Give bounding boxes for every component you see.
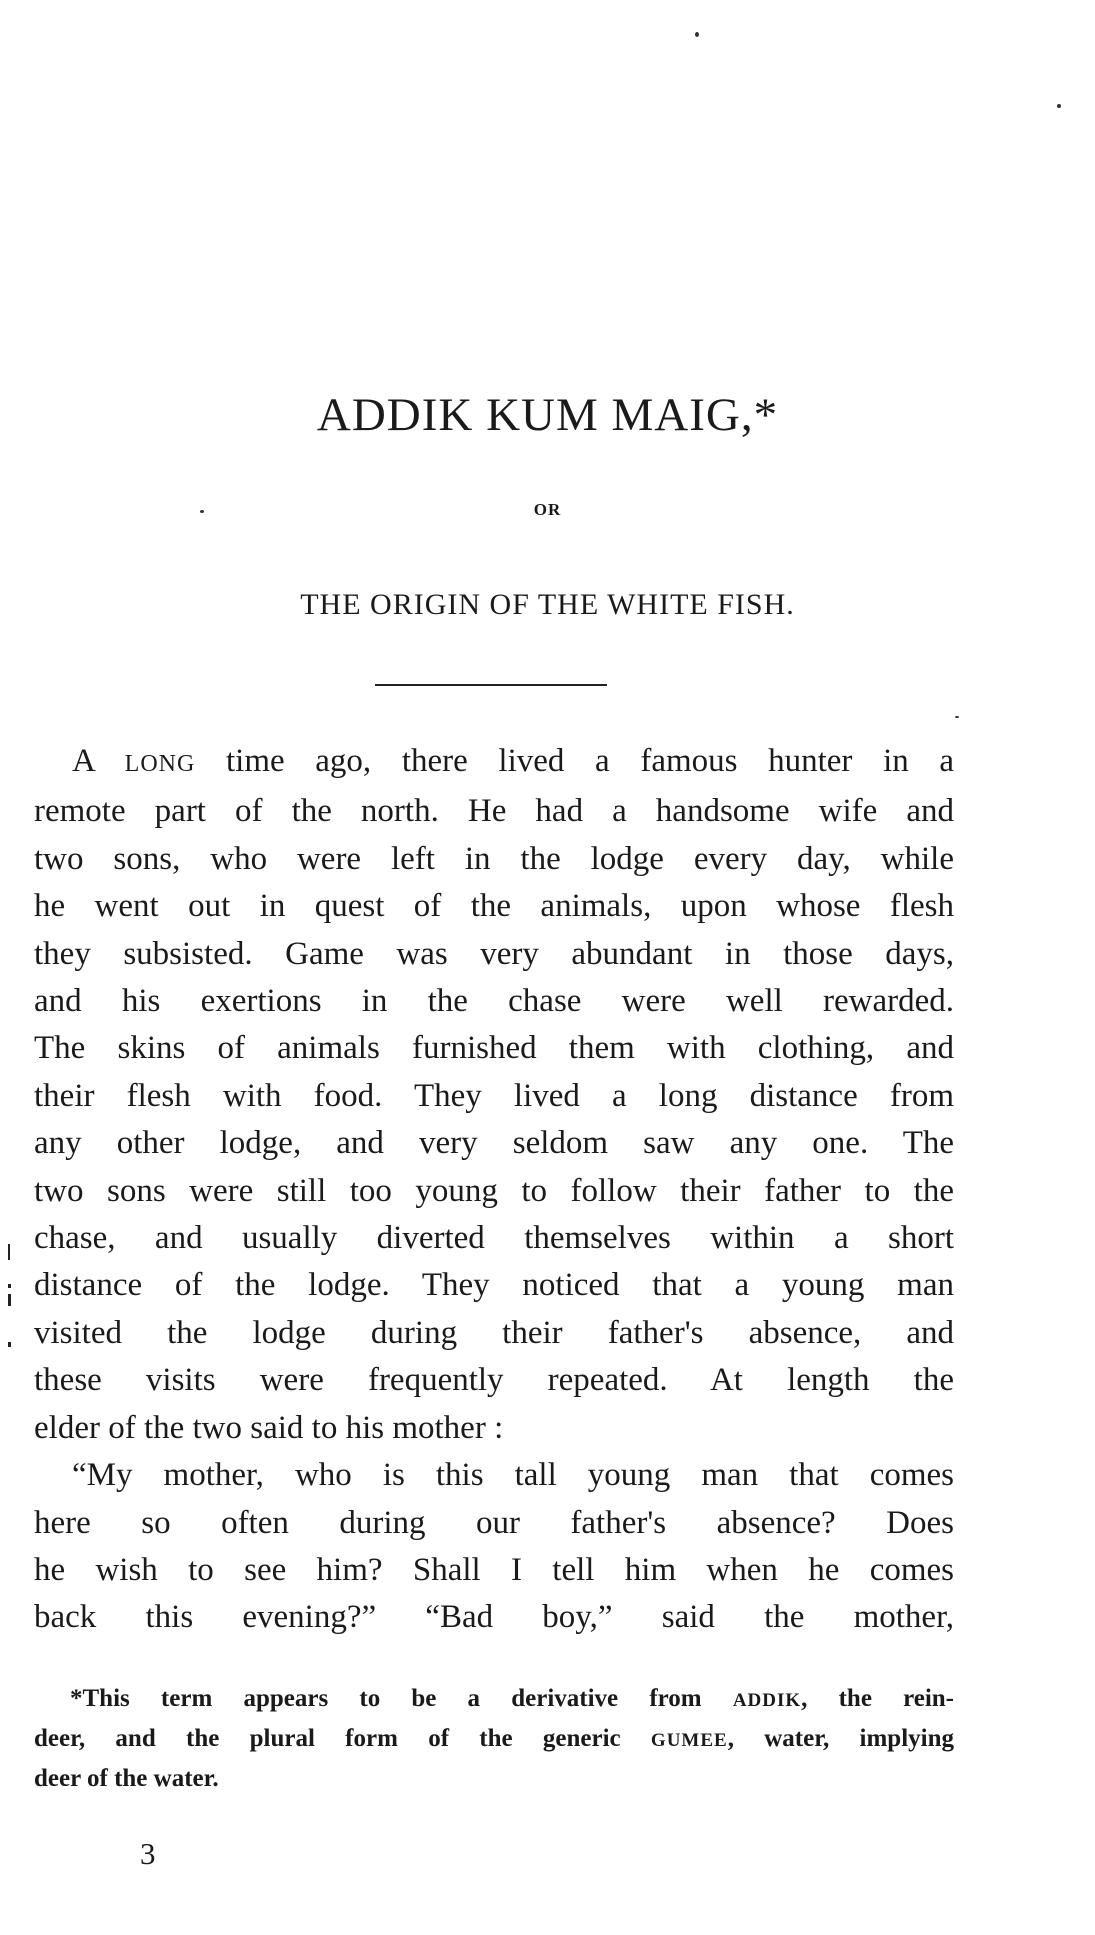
body-line: he went out in quest of the animals, upon whose flesh [34, 888, 954, 925]
body-line: here so often during our father's absence? Does [34, 1504, 954, 1541]
story-subtitle: THE ORIGIN OF THE WHITE FISH. [300, 588, 795, 621]
title-divider [375, 684, 607, 686]
footnote-line: deer of the water. [34, 1765, 219, 1792]
margin-mark [8, 1294, 11, 1306]
body-line: their flesh with food. They lived a long distance from [34, 1077, 954, 1114]
story-body [34, 738, 954, 1642]
body-line: two sons were still too young to follow their father to the [34, 1172, 954, 1209]
footnote-line: deer, and the plural form of the generic GUMEE, water, implying [34, 1725, 955, 1752]
title-connector: OR [533, 500, 562, 519]
body-line: remote part of the north. He had a handsome wife and [34, 793, 954, 830]
smallcaps-word: ADDIK [732, 1690, 802, 1711]
body-line: they subsisted. Game was very abundant in those days, [34, 935, 954, 972]
body-line: The skins of animals furnished them with clothing, and [34, 1030, 954, 1067]
body-line: visited the lodge during their father's absence, and [34, 1314, 954, 1351]
scan-speck [1057, 104, 1061, 108]
body-line: he wish to see him? Shall I tell him when he comes [34, 1551, 954, 1588]
smallcaps-word: LONG [124, 751, 196, 777]
body-line: distance of the lodge. They noticed that a young man [34, 1267, 954, 1304]
body-line: any other lodge, and very seldom saw any one. The [34, 1125, 954, 1162]
scan-speck [695, 32, 699, 37]
drop-word: A [72, 743, 95, 779]
body-line: two sons, who were left in the lodge every day, while [34, 840, 954, 877]
smallcaps-word: GUMEE [650, 1730, 728, 1751]
body-line: “My mother, who is this tall young man that comes [72, 1457, 954, 1494]
margin-mark [8, 1342, 11, 1347]
story-title: ADDIK KUM MAIG,* [316, 389, 779, 441]
scan-speck [955, 716, 959, 718]
margin-mark [8, 1244, 10, 1260]
footnote-line: *This term appears to be a derivative from ADDIK, the rein- [70, 1685, 955, 1712]
body-line: back this evening?” “Bad boy,” said the mother, [34, 1599, 954, 1636]
body-line: these visits were frequently repeated. At length the [34, 1362, 954, 1399]
body-line: elder of the two said to his mother : [34, 1409, 504, 1446]
margin-mark [8, 1284, 11, 1288]
footnote [34, 1680, 954, 1798]
page-number: 3 [140, 1836, 156, 1871]
body-line: A LONG time ago, there lived a famous hunter in a [72, 743, 955, 779]
body-line: chase, and usually diverted themselves within a short [34, 1220, 954, 1257]
body-line: and his exertions in the chase were well rewarded. [34, 983, 954, 1020]
